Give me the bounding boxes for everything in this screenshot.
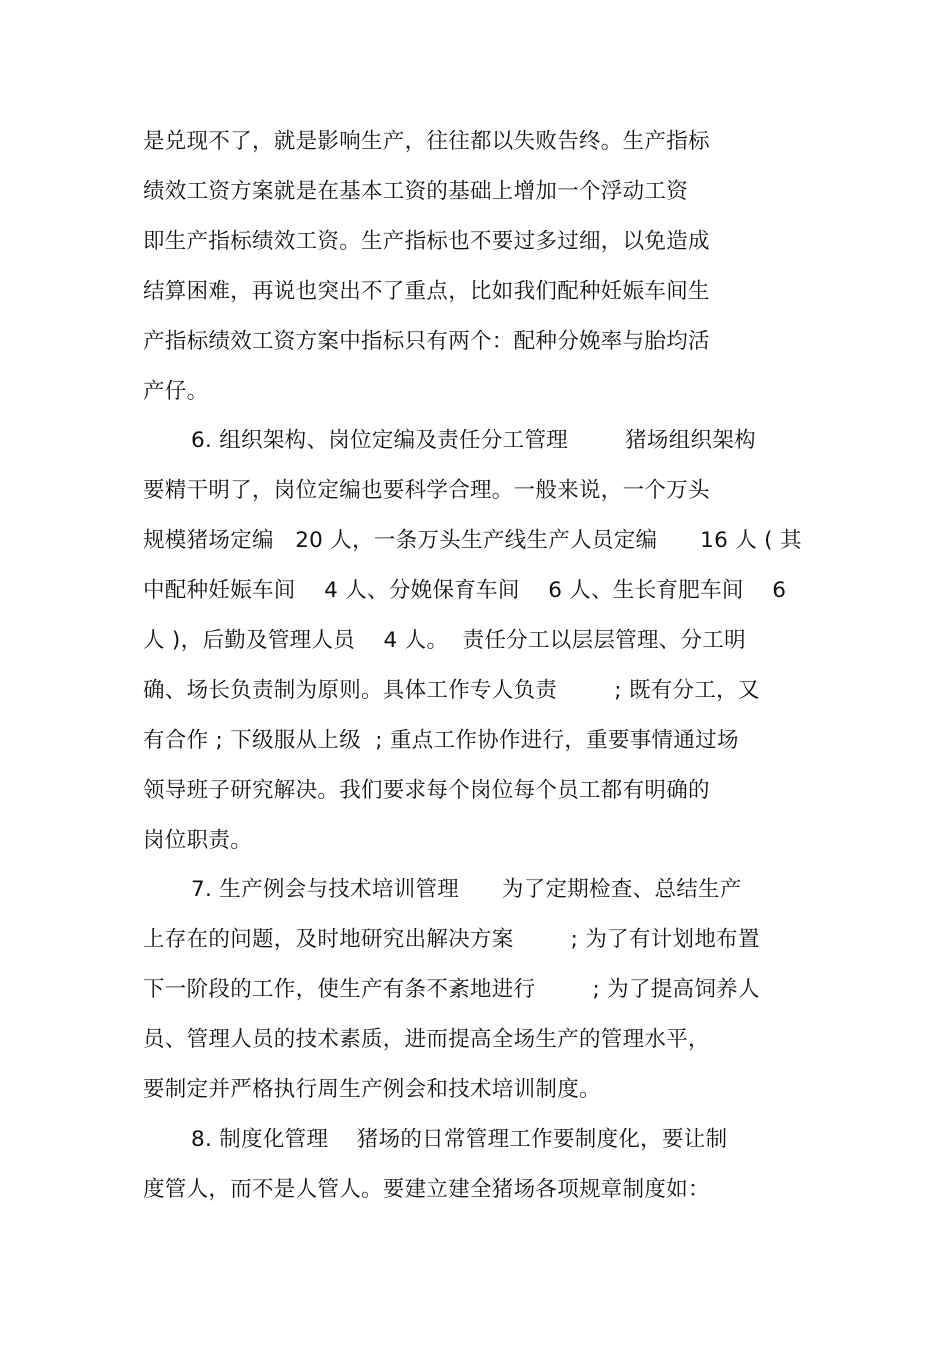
text-line: 领导班子研究解决。我们要求每个岗位每个员工都有明确的 — [143, 778, 710, 803]
section-heading-line: 8. 制度化管理 猪场的日常管理工作要制度化，要让制 — [191, 1127, 728, 1152]
text-line: 要精干明了，岗位定编也要科学合理。一般来说，一个万头 — [143, 478, 710, 503]
text-line: 产仔。 — [143, 379, 209, 404]
text-line: 是兑现不了，就是影响生产，往往都以失败告终。生产指标 — [143, 129, 710, 154]
section-heading-line: 7. 生产例会与技术培训管理 为了定期检查、总结生产 — [191, 877, 742, 902]
section-heading-line: 6. 组织架构、岗位定编及责任分工管理 猪场组织架构 — [191, 428, 756, 453]
text-line: 中配种妊娠车间 4 人、分娩保育车间 6 人、生长育肥车间 6 — [143, 578, 787, 603]
text-line: 员、管理人员的技术素质，进而提高全场生产的管理水平， — [143, 1027, 710, 1052]
text-line: 规模猪场定编 20 人，一条万头生产线生产人员定编 16 人 ( 其 — [143, 528, 802, 553]
text-line: 产指标绩效工资方案中指标只有两个：配种分娩率与胎均活 — [143, 329, 710, 354]
text-line: 结算困难，再说也突出不了重点，比如我们配种妊娠车间生 — [143, 279, 710, 304]
text-line: 上存在的问题，及时地研究出解决方案 ; 为了有计划地布置 — [143, 927, 760, 952]
text-line: 人 )，后勤及管理人员 4 人。 责任分工以层层管理、分工明 — [143, 628, 746, 653]
text-line: 下一阶段的工作，使生产有条不紊地进行 ; 为了提高饲养人 — [143, 977, 760, 1002]
text-line: 要制定并严格执行周生产例会和技术培训制度。 — [143, 1077, 601, 1102]
text-line: 即生产指标绩效工资。生产指标也不要过多过细，以免造成 — [143, 229, 710, 254]
text-line: 绩效工资方案就是在基本工资的基础上增加一个浮动工资 — [143, 179, 689, 204]
text-line: 有合作 ; 下级服从上级 ; 重点工作协作进行，重要事情通过场 — [143, 728, 739, 753]
text-line: 度管人，而不是人管人。要建立建全猪场各项规章制度如： — [143, 1177, 710, 1202]
text-line: 确、场长负责制为原则。具体工作专人负责 ; 既有分工，又 — [143, 678, 760, 703]
text-line: 岗位职责。 — [143, 828, 253, 853]
